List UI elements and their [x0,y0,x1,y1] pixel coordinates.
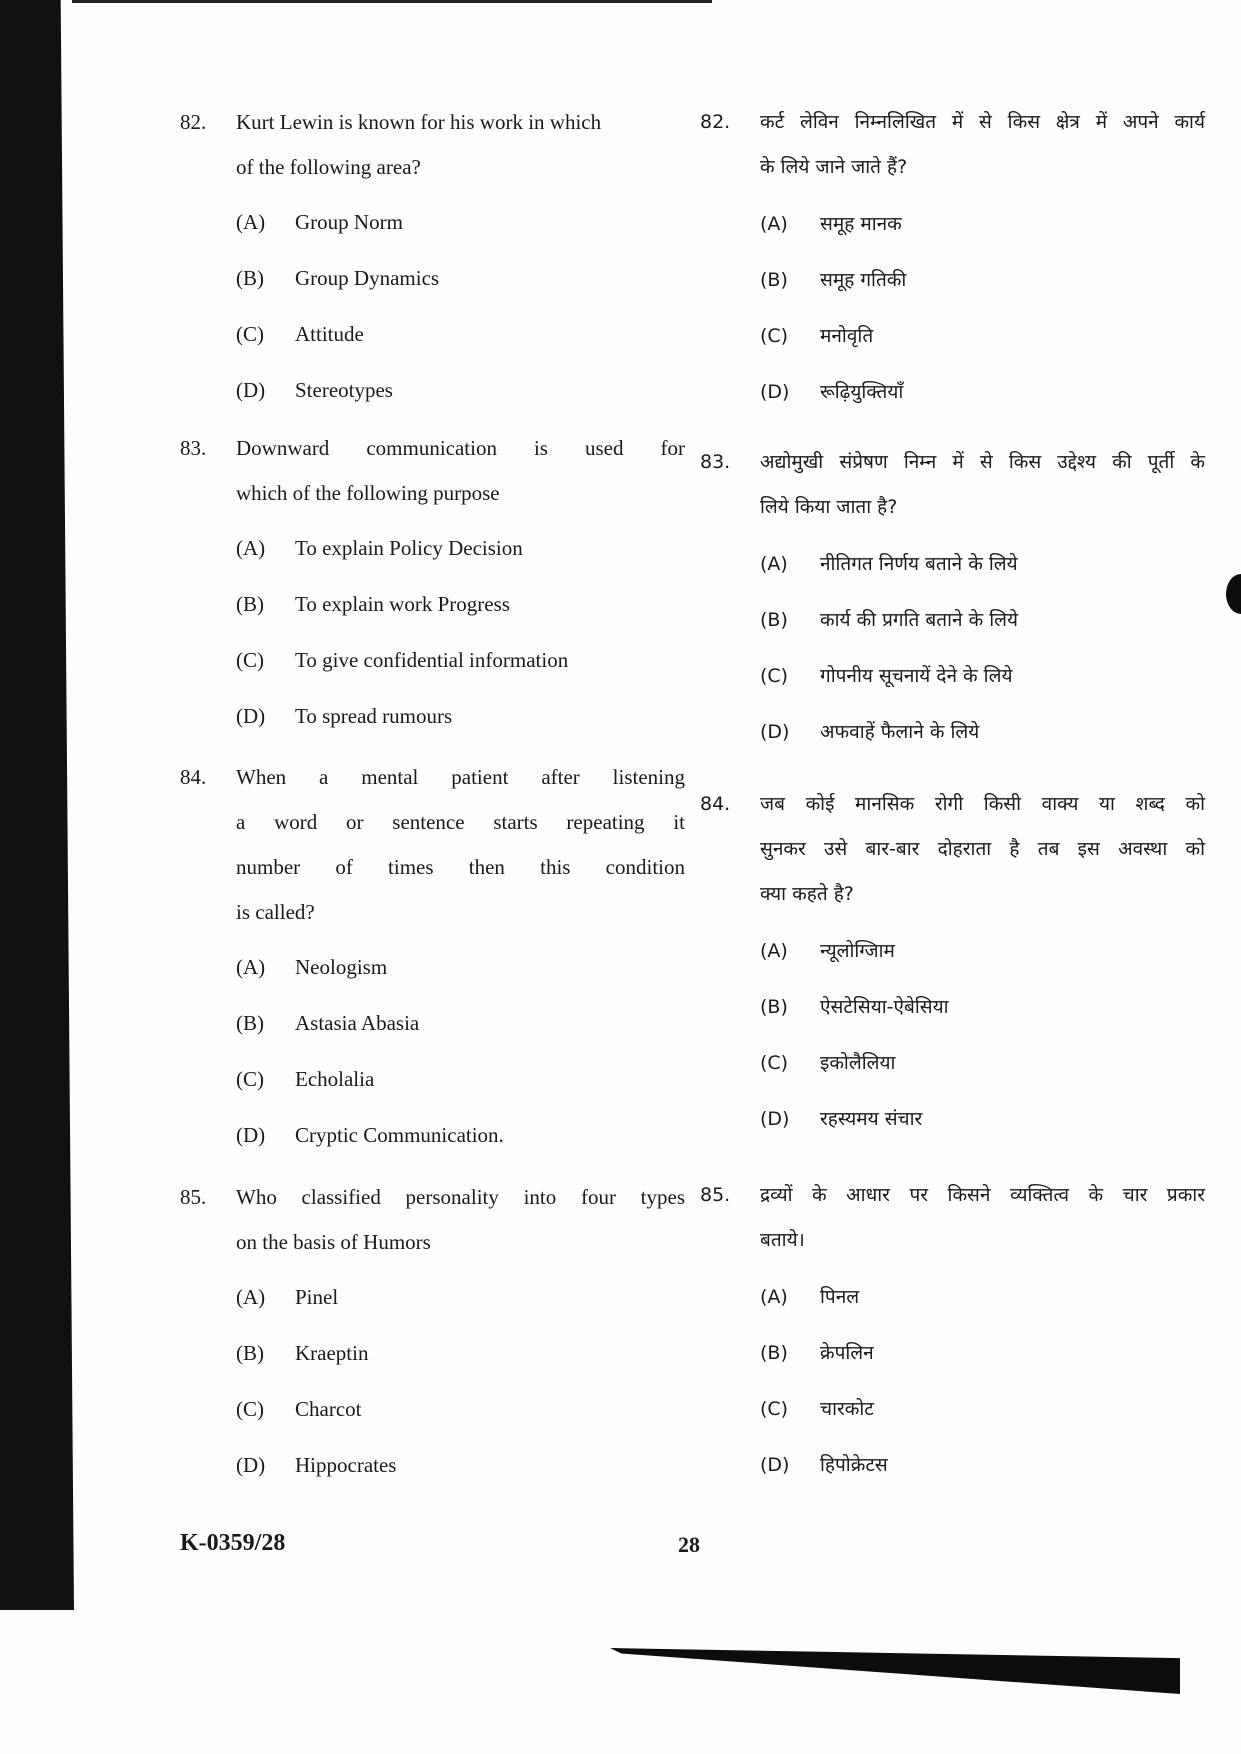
option-a [180,939,685,995]
option-text: Cryptic Communication. [295,1123,504,1147]
question-83-hi [700,440,1205,760]
option-text: रहस्यमय संचार [820,1108,923,1130]
question-number: 82. [180,110,207,134]
option-text: Kraeptin [295,1341,369,1365]
option-d [180,1437,685,1493]
option-d [700,704,1205,760]
option-a [180,1269,685,1325]
question-number: 85. [180,1185,207,1209]
option-label: (D) [236,704,266,728]
option-d [180,1107,685,1163]
question-number: 82. [700,111,731,133]
option-b [700,592,1205,648]
option-a [700,1269,1205,1325]
option-label: (C) [236,648,264,672]
option-text: मनोवृति [820,325,874,347]
option-text: कार्य की प्रगति बताने के लिये [820,609,1019,631]
option-a [700,536,1205,592]
option-label: (C) [236,1397,264,1421]
option-text: क्रेपलिन [820,1342,874,1364]
option-label: (B) [236,1341,264,1365]
question-text-line: a word or sentence starts repeating it [236,810,685,834]
option-b [180,995,685,1051]
option-label: (A) [236,1285,266,1309]
booklet-code: K-0359/28 [180,1530,286,1556]
option-text: रूढ़ियुक्तियाँ [820,381,904,403]
question-text-line: number of times then this condition [236,855,685,879]
option-c [180,306,685,362]
question-number: 85. [700,1184,731,1206]
option-text: Group Dynamics [295,266,440,290]
option-label: (D) [236,1123,266,1147]
option-text: गोपनीय सूचनायें देने के लिये [820,665,1013,687]
question-82-hi [700,100,1205,420]
question-84-en [180,755,685,1163]
question-text-line: लिये किया जाता है? [760,496,898,518]
option-c [180,1051,685,1107]
option-text: अफवाहें फैलाने के लिये [820,721,980,743]
question-text-line: कर्ट लेविन निम्नलिखित में से किस क्षेत्र में अपने कार्य [760,111,1205,133]
option-c [700,308,1205,364]
punch-hole-mark [1226,574,1241,614]
option-label: (C) [760,325,789,347]
question-number: 84. [700,793,731,815]
option-label: (B) [760,1342,788,1364]
question-text-line: द्रव्यों के आधार पर किसने व्यक्तित्व के चार प्रकार [760,1184,1205,1206]
option-text: Charcot [295,1397,362,1421]
question-text-line: is called? [236,900,315,924]
option-label: (A) [760,553,788,575]
option-c [180,632,685,688]
question-text-line: of the following area? [236,155,421,179]
option-text: Neologism [295,955,388,979]
option-a [700,196,1205,252]
option-c [700,1381,1205,1437]
option-label: (A) [760,213,788,235]
option-text: समूह मानक [820,213,902,235]
option-b [700,979,1205,1035]
option-d [700,1437,1205,1493]
option-label: (A) [236,955,266,979]
option-text: Pinel [295,1285,339,1309]
option-text: इकोलैलिया [820,1052,896,1074]
option-b [700,1325,1205,1381]
scan-shadow-bottom [610,1648,1180,1694]
question-85-hi [700,1173,1205,1493]
option-c [700,648,1205,704]
option-d [180,362,685,418]
question-text-line: Who classified personality into four types [236,1185,685,1209]
option-label: (D) [236,1453,266,1477]
option-text: To explain work Progress [295,592,510,616]
option-label: (C) [760,1398,789,1420]
scan-edge-top [72,0,712,3]
option-b [180,576,685,632]
option-text: Astasia Abasia [295,1011,420,1035]
question-text-line: on the basis of Humors [236,1230,431,1254]
option-c [700,1035,1205,1091]
option-text: नीतिगत निर्णय बताने के लिये [820,553,1018,575]
question-text-line: which of the following purpose [236,481,500,505]
option-label: (D) [760,1454,790,1476]
option-text: To explain Policy Decision [295,536,523,560]
option-label: (D) [760,721,790,743]
option-label: (B) [236,266,264,290]
option-label: (B) [760,609,788,631]
option-a [180,194,685,250]
option-text: न्यूलोग्जिाम [820,940,895,962]
option-d [700,1091,1205,1147]
option-label: (A) [236,536,266,560]
option-label: (C) [760,1052,789,1074]
option-label: (C) [236,1067,264,1091]
scan-shadow-left [0,0,74,1610]
question-text-line: अद्योमुखी संप्रेषण निम्न में से किस उद्देश्य की पूर्ती के [760,451,1205,473]
option-label: (A) [760,1286,788,1308]
option-a [180,520,685,576]
option-label: (B) [760,269,788,291]
option-c [180,1381,685,1437]
option-text: चारकोट [820,1398,874,1420]
question-text-line: के लिये जाने जाते हैं? [760,156,908,178]
option-text: Echolalia [295,1067,375,1091]
option-text: Group Norm [295,210,403,234]
question-text-line: सुनकर उसे बार-बार दोहराता है तब इस अवस्था को [760,838,1205,860]
option-d [700,364,1205,420]
question-text-line: Downward communication is used for [236,436,685,460]
option-text: Attitude [295,322,364,346]
question-text-line: क्या कहते है? [760,883,854,905]
option-label: (C) [236,322,264,346]
option-text: ऐसटेसिया-ऐबेसिया [820,996,949,1018]
option-label: (B) [236,592,264,616]
option-text: To give confidential information [295,648,569,672]
option-a [700,923,1205,979]
question-84-hi [700,782,1205,1147]
question-text-line: When a mental patient after listening [236,765,685,789]
question-text-line: Kurt Lewin is known for his work in which [236,110,602,134]
question-85-en [180,1175,685,1493]
option-label: (D) [236,378,266,402]
option-b [180,1325,685,1381]
option-text: पिनल [820,1286,860,1308]
option-label: (A) [236,210,266,234]
question-83-en [180,426,685,744]
option-label: (D) [760,1108,790,1130]
question-number: 84. [180,765,207,789]
question-number: 83. [180,436,207,460]
question-number: 83. [700,451,731,473]
option-label: (B) [236,1011,264,1035]
question-82-en [180,100,685,418]
page-number: 28 [678,1532,700,1557]
option-text: Hippocrates [295,1453,397,1477]
question-text-line: बताये। [760,1229,805,1251]
option-label: (A) [760,940,788,962]
option-d [180,688,685,744]
option-text: Stereotypes [295,378,393,402]
option-label: (D) [760,381,790,403]
option-label: (C) [760,665,789,687]
option-text: समूह गतिकी [820,269,907,291]
option-text: To spread rumours [295,704,453,728]
option-b [180,250,685,306]
option-label: (B) [760,996,788,1018]
question-text-line: जब कोई मानसिक रोगी किसी वाक्य या शब्द को [760,793,1205,815]
option-b [700,252,1205,308]
option-text: हिपोक्रेटस [820,1454,888,1476]
